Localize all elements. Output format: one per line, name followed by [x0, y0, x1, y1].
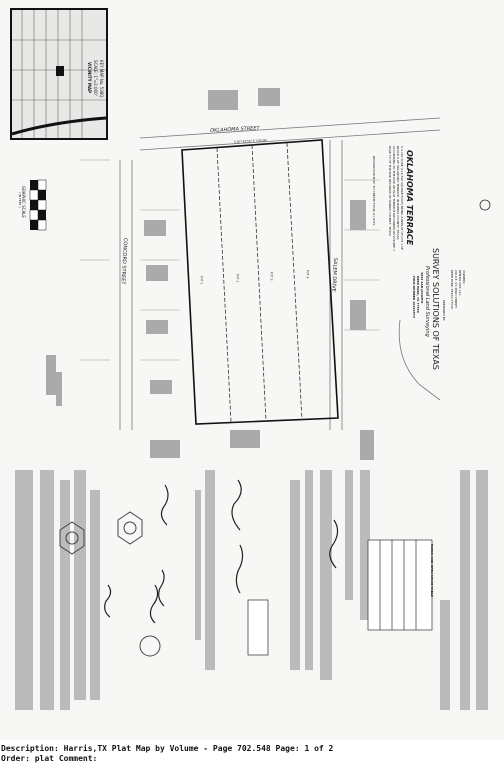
- footer-description-label: Description:: [1, 744, 59, 753]
- lot-lines: [217, 143, 302, 422]
- surveyor-company: SURVEY SOLUTIONS OF TEXAS: [431, 248, 440, 370]
- footer-description-value: Harris,TX Plat Map by Volume - Page 702.548 Page: 1 of 2: [63, 744, 334, 753]
- footer-comment-label: Comment:: [58, 754, 98, 763]
- vicinity-map-title: VICINITY MAP: [87, 62, 92, 93]
- street-label-concord: CONCORD STREET: [119, 237, 128, 285]
- surveyor-city: DEER PARK, TX 77536: [416, 276, 420, 313]
- street-label-oklahoma: OKLAHOMA STREET: [210, 125, 260, 134]
- street-label-salem: SALEM DRIVE: [330, 257, 338, 292]
- graphic-scale-bar: [30, 180, 46, 230]
- footer-order-line: [0, 754, 504, 764]
- plat-title: OKLAHOMA TERRACE: [405, 150, 414, 246]
- parks-table: [368, 540, 432, 630]
- owner-address: 2910 E. ST. MIRO STREET: [454, 270, 458, 308]
- prepared-by-label: PREPARED BY:: [442, 300, 446, 322]
- lot-label-4: LOT 4: [305, 269, 310, 279]
- vicinity-map-scale: SCALE: 1"=2,000': [93, 60, 98, 96]
- parks-table-title: PARKS AND OPEN SPACE TABLE: [430, 544, 434, 597]
- recording-stamp: [248, 600, 268, 655]
- reason-for-plat: REASON FOR PLAT: TO CREATE FOUR (4) LOTS: [372, 156, 376, 226]
- owner-city: DEER PARK, TEXAS 77536: [450, 270, 454, 310]
- surveyor-address: 3644 SAN JACINTO: [420, 272, 424, 304]
- footer-order-label: Order:: [1, 754, 30, 763]
- graphic-scale-units: ( IN FEET ): [18, 192, 22, 208]
- owner-name: RENTAL DAY, LLC: [458, 270, 462, 296]
- lot-label-1: LOT 1: [199, 275, 204, 285]
- footer-order-value: plat: [34, 754, 54, 763]
- document-footer: [0, 744, 504, 765]
- surveyor-firm: FIRM NUMBER 10194573: [412, 276, 416, 318]
- vicinity-map-key: KEY MAP No. 538Q: [99, 60, 104, 98]
- north-arrow: [480, 200, 490, 210]
- signatures: [105, 480, 338, 623]
- surveyor-subtitle: Professional Land Surveying: [424, 266, 430, 337]
- dimension-label: S 87°43'55" E 150.00': [234, 138, 268, 144]
- graphic-scale-title: GRAPHIC SCALE: [21, 186, 26, 218]
- tract-boundary: [182, 140, 338, 424]
- footer-description-line: [0, 744, 504, 754]
- plat-description: A 2.727 ACRE (118,790 SQUARE FOOT) BEING A REPLAT OF LOT 1 OF BLOCK 9 OF OKLAHOMA TERRACE, IN HARRIS COUNTY, TEXAS, ACCORDING TO THE MAP OR PLAT THEREOF RECORDED IN VOLUME 7, PAGE 53 OF THE MAP RECORDS OF HARRIS COUNTY, TEXAS: [388, 146, 404, 252]
- lot-label-2: LOT 2: [235, 273, 240, 283]
- owner-heading: OWNERS:: [462, 270, 466, 285]
- lot-label-3: LOT 3: [269, 271, 274, 281]
- vicinity-map: [10, 8, 108, 140]
